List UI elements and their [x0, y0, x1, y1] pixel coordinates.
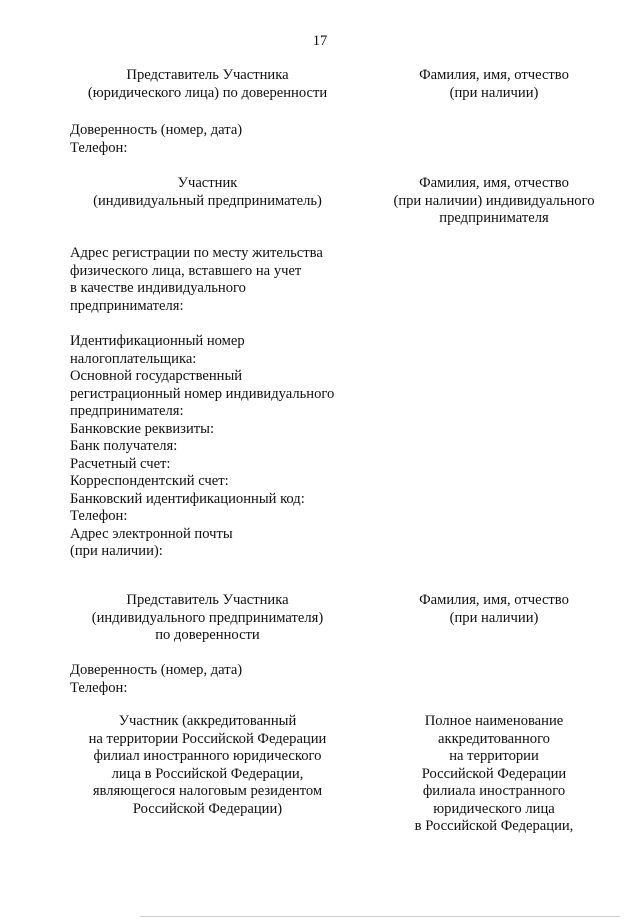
individual-entrepreneur-heading [60, 175, 355, 210]
power-of-attorney-label: Доверенность (номер, дата) [70, 662, 243, 678]
heading-line: Фамилия, имя, отчество [419, 175, 569, 191]
heading-line: Участник [177, 175, 238, 191]
field-label: Идентификационный номер [70, 333, 245, 349]
heading-line: по доверенности [155, 627, 260, 643]
entrepreneur-representative-fields [70, 662, 370, 697]
foreign-branch-name-heading [372, 713, 616, 836]
field-label: Адрес электронной почты [70, 525, 233, 542]
heading-line: лица в Российской Федерации, [111, 765, 304, 782]
field-label: Банковский идентификационный код: [70, 490, 305, 507]
power-of-attorney-label: Доверенность (номер, дата) [70, 122, 243, 138]
heading-line: филиал иностранного юридического [93, 748, 322, 764]
heading-line: (при наличии) [449, 609, 539, 626]
phone-label: Телефон: [70, 679, 128, 696]
heading-line: юридического лица [433, 800, 555, 817]
heading-line: (при наличии) индивидуального [393, 192, 595, 209]
field-label: Банковские реквизиты: [70, 420, 214, 437]
field-label: Адрес регистрации по месту жительства [70, 245, 323, 261]
field-label: предпринимателя: [70, 297, 184, 314]
heading-line: (индивидуального предпринимателя) [91, 609, 324, 626]
field-label: регистрационный номер индивидуального [70, 385, 335, 402]
heading-line: в Российской Федерации, [414, 818, 574, 834]
field-label: (при наличии): [70, 543, 163, 559]
field-label: Расчетный счет: [70, 455, 171, 472]
heading-line: предпринимателя [439, 210, 549, 226]
page-number: 17 [312, 33, 328, 49]
heading-line: Полное наименование [424, 713, 564, 729]
entrepreneur-representative-heading [60, 592, 355, 645]
field-label: предпринимателя: [70, 403, 184, 419]
heading-line: Российской Федерации) [132, 800, 283, 817]
heading-line: (индивидуальный предприниматель) [93, 192, 322, 209]
field-label: налогоплательщика: [70, 350, 197, 367]
registration-address-fields [70, 245, 370, 315]
heading-line: на территории Российской Федерации [88, 730, 327, 747]
entrepreneur-details-fields [70, 333, 370, 561]
field-label: Телефон: [70, 508, 128, 524]
foreign-branch-participant-heading [60, 713, 355, 818]
entrepreneur-name-heading [372, 175, 616, 228]
heading-line: Представитель Участника [126, 592, 289, 608]
phone-label: Телефон: [70, 139, 128, 156]
heading-line: Фамилия, имя, отчество [419, 67, 569, 83]
heading-line: Российской Федерации [421, 765, 567, 782]
field-label: Основной государственный [70, 368, 243, 384]
heading-line: Участник (аккредитованный [118, 713, 297, 729]
field-label: Корреспондентский счет: [70, 473, 229, 489]
heading-line: филиала иностранного [422, 783, 566, 799]
legal-entity-representative-heading [60, 67, 355, 102]
heading-line: на территории [449, 748, 539, 764]
heading-line: аккредитованного [438, 730, 550, 747]
field-label: физического лица, вставшего на учет [70, 262, 302, 279]
legal-entity-representative-fields [70, 122, 370, 157]
scan-edge-line [140, 916, 620, 917]
heading-line: (при наличии) [449, 84, 539, 101]
representative-name-heading [372, 67, 616, 102]
heading-line: (юридического лица) по доверенности [87, 84, 328, 101]
entrepreneur-representative-name-heading [372, 592, 616, 627]
field-label: в качестве индивидуального [70, 280, 246, 296]
heading-line: Фамилия, имя, отчество [419, 592, 569, 608]
field-label: Банк получателя: [70, 438, 178, 454]
heading-line: являющегося налоговым резидентом [92, 783, 323, 799]
heading-line: Представитель Участника [126, 67, 289, 83]
